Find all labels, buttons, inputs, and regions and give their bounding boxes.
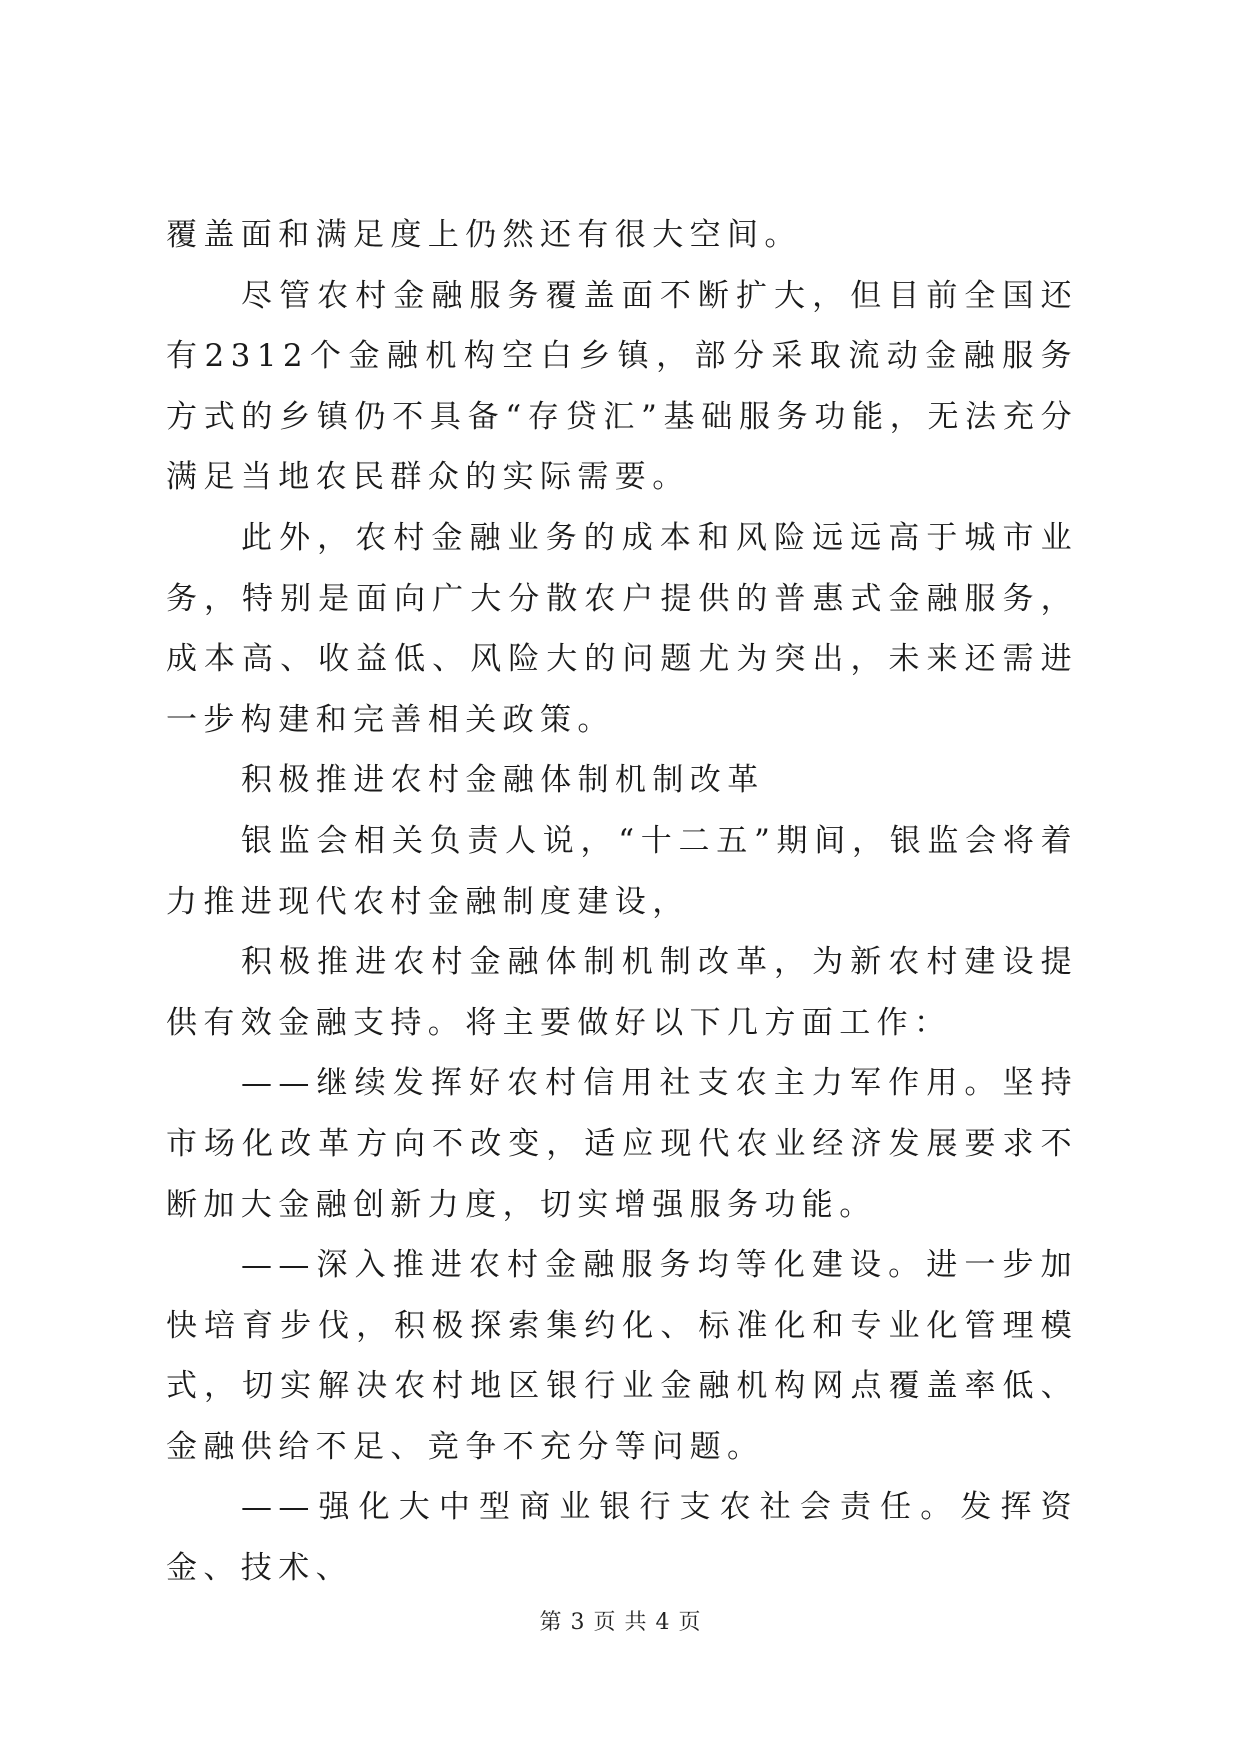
paragraph-service-equalization: ——深入推进农村金融服务均等化建设。进一步加快培育步伐，积极探索集约化、标准化和专业化管理模式，切实解决农村地区银行业金融机构网点覆盖率低、金融供给不足、竞争不充分等问题。	[166, 1247, 1078, 1465]
paragraph-commercial-banks: ——强化大中型商业银行支农社会责任。发挥资金、技术、	[166, 1489, 1078, 1587]
paragraph-reform-goals: 积极推进农村金融体制机制改革，为新农村建设提供有效金融支持。将主要做好以下几方面工作：	[166, 944, 1078, 1041]
page-footer: 第 3 页 共 4 页	[539, 1610, 702, 1635]
paragraph-continued: 覆盖面和满足度上仍然还有很大空间。	[166, 217, 802, 253]
paragraph-cbrc-statement: 银监会相关负责人说，“十二五”期间，银监会将着力推进现代农村金融制度建设，	[166, 822, 1078, 920]
paragraph-coverage-gap: 尽管农村金融服务覆盖面不断扩大，但目前全国还有2312个金融机构空白乡镇，部分采取流动金融服务方式的乡镇仍不具备“存贷汇”基础服务功能，无法充分满足当地农民群众的实际需要。	[166, 277, 1078, 496]
document-body	[166, 205, 1078, 1599]
paragraph-cost-risk: 此外，农村金融业务的成本和风险远远高于城市业务，特别是面向广大分散农户提供的普惠式金融服务，成本高、收益低、风险大的问题尤为突出，未来还需进一步构建和完善相关政策。	[166, 519, 1078, 738]
section-heading: 积极推进农村金融体制机制改革	[241, 762, 765, 799]
paragraph-credit-cooperatives: ——继续发挥好农村信用社支农主力军作用。坚持市场化改革方向不改变，适应现代农业经济发展要求不断加大金融创新力度，切实增强服务功能。	[166, 1065, 1078, 1223]
